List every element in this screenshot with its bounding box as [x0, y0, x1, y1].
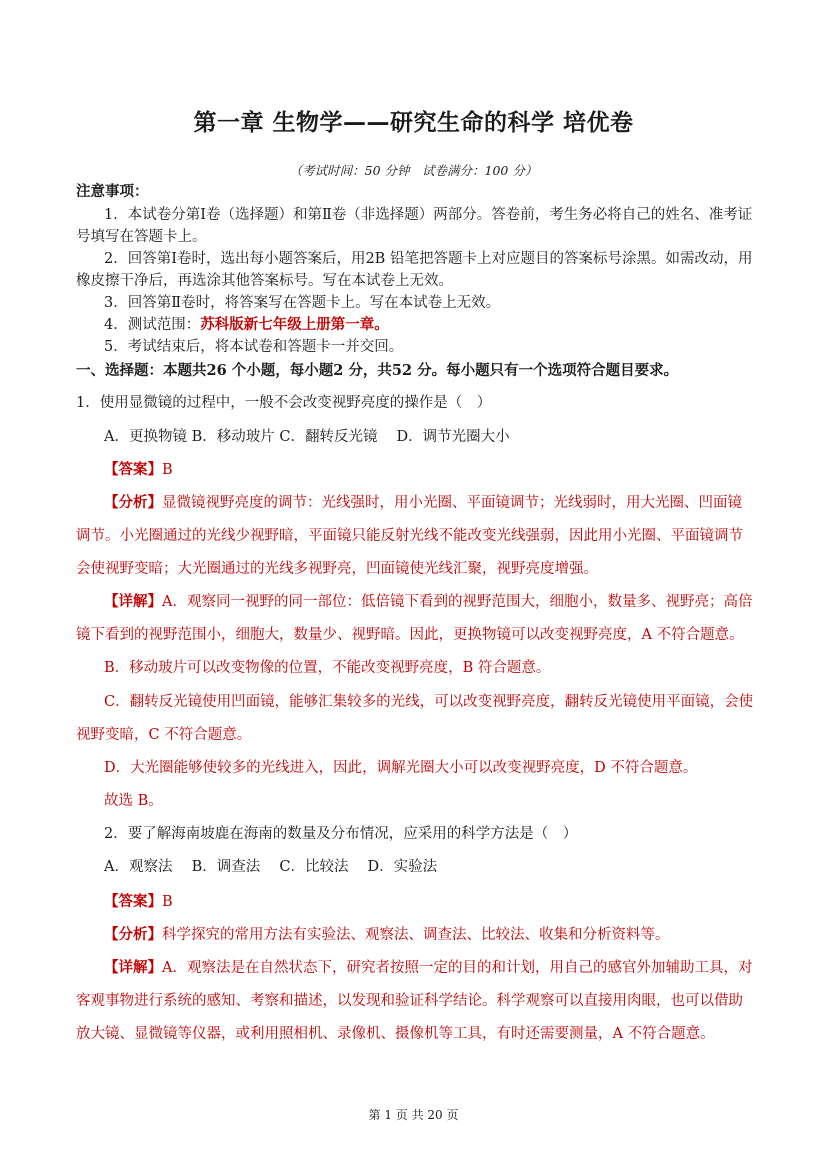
q2-stem: 2．要了解海南坡鹿在海南的数量及分布情况，应采用的科学方法是（ ）: [104, 826, 578, 842]
q1-detail-c1: C．翻转反光镜使用凹面镜，能够汇集较多的光线，可以改变视野亮度，翻转反光镜使用平面镜，会使: [104, 694, 754, 710]
page-title: 第一章 生物学——研究生命的科学 培优卷: [193, 110, 634, 136]
q2-answer-value: B: [162, 894, 173, 910]
notice-5: 5．考试结束后，将本试卷和答题卡一并交回。: [104, 339, 404, 355]
q1-answer-value: B: [162, 462, 173, 478]
answer-tag: 【答案】: [104, 461, 162, 478]
notice-1a: 1．本试卷分第Ⅰ卷（选择题）和第Ⅱ卷（非选择题）两部分。答卷前，考生务必将自己的姓名、准考证: [104, 207, 753, 223]
q1-detail-a2: 镜下看到的视野范围小，细胞大，数量少、视野暗。因此，更换物镜可以改变视野亮度，A 不符合题意。: [76, 627, 744, 643]
q1-detail-a1: 【详解】A．观察同一视野的同一部位：低倍镜下看到的视野范围大，细胞小，数量多、视野亮；高倍: [104, 593, 753, 610]
notice-3: 3．回答第Ⅱ卷时，将答案写在答题卡上。写在本试卷上无效。: [104, 295, 501, 311]
q1-detail-b: B．移动玻片可以改变物像的位置，不能改变视野亮度，B 符合题意。: [104, 660, 551, 676]
q2-detail-a1: 【详解】A．观察法是在自然状态下，研究者按照一定的目的和计划，用自己的感官外加辅助工具，对: [104, 959, 753, 976]
q2-answer: [104, 890, 173, 911]
analysis-tag: 【分析】: [104, 926, 162, 943]
q1-options: A．更换物镜 B．移动玻片 C．翻转反光镜 D．调节光圈大小: [104, 429, 510, 445]
analysis-tag: 【分析】: [104, 494, 162, 511]
detail-tag: 【详解】: [104, 959, 162, 976]
q1-stem: 1．使用显微镜的过程中，一般不会改变视野亮度的操作是（ ）: [76, 395, 492, 411]
notice-2a: 2．回答第Ⅰ卷时，选出每小题答案后，用2B 铅笔把答题卡上对应题目的答案标号涂黑。如需改动，用: [104, 251, 753, 267]
notice-heading: 注意事项：: [76, 183, 149, 200]
q1-detail-d: D．大光圈能够使较多的光线进入，因此，调解光圈大小可以改变视野亮度，D 不符合题意。: [104, 760, 698, 776]
q1-analysis-1: 【分析】显微镜视野亮度的调节：光线强时，用小光圈、平面镜调节；光线弱时，用大光圈、凹面镜: [104, 494, 742, 511]
exam-meta: （考试时间：50 分钟 试卷满分：100 分）: [289, 163, 538, 178]
q1-conclusion: 故选 B。: [104, 793, 163, 809]
q2-analysis-1: 【分析】科学探究的常用方法有实验法、观察法、调查法、比较法、收集和分析资料等。: [104, 926, 670, 943]
q1-analysis-3: 会使视野变暗；大光圈通过的光线多视野亮，凹面镜使光线汇聚，视野亮度增强。: [76, 561, 598, 577]
q1-analysis-2: 调节。小光圈通过的光线少视野暗，平面镜只能反射光线不能改变光线强弱，因此用小光圈、平面镜调节: [76, 528, 743, 544]
q2-options: A．观察法 B．调查法 C．比较法 D．实验法: [104, 859, 438, 875]
q2-detail-a2: 客观事物进行系统的感知、考察和描述，以发现和验证科学结论。科学观察可以直接用肉眼，也可以借助: [76, 993, 743, 1009]
notice-4-scope: 苏科版新七年级上册第一章。: [200, 316, 389, 333]
q1-detail-c2: 视野变暗，C 不符合题意。: [76, 727, 252, 743]
detail-tag: 【详解】: [104, 593, 162, 610]
section-heading: 一、选择题：本题共26 个小题，每小题2 分，共52 分。每小题只有一个选项符合题目要求。: [76, 362, 679, 379]
notice-1b: 号填写在答题卡上。: [76, 229, 207, 245]
notice-4: [104, 314, 389, 336]
notice-4-prefix: 4．测试范围：: [104, 317, 201, 333]
q1-answer: [104, 458, 173, 479]
notice-2b: 橡皮擦干净后，再选涂其他答案标号。写在本试卷上无效。: [76, 273, 453, 289]
answer-tag: 【答案】: [104, 893, 162, 910]
q2-detail-a3: 放大镜、显微镜等仪器，或利用照相机、录像机、摄像机等工具，有时还需要测量，A 不符合题意。: [76, 1026, 715, 1042]
page-footer: 第 1 页 共 20 页: [368, 1108, 459, 1122]
